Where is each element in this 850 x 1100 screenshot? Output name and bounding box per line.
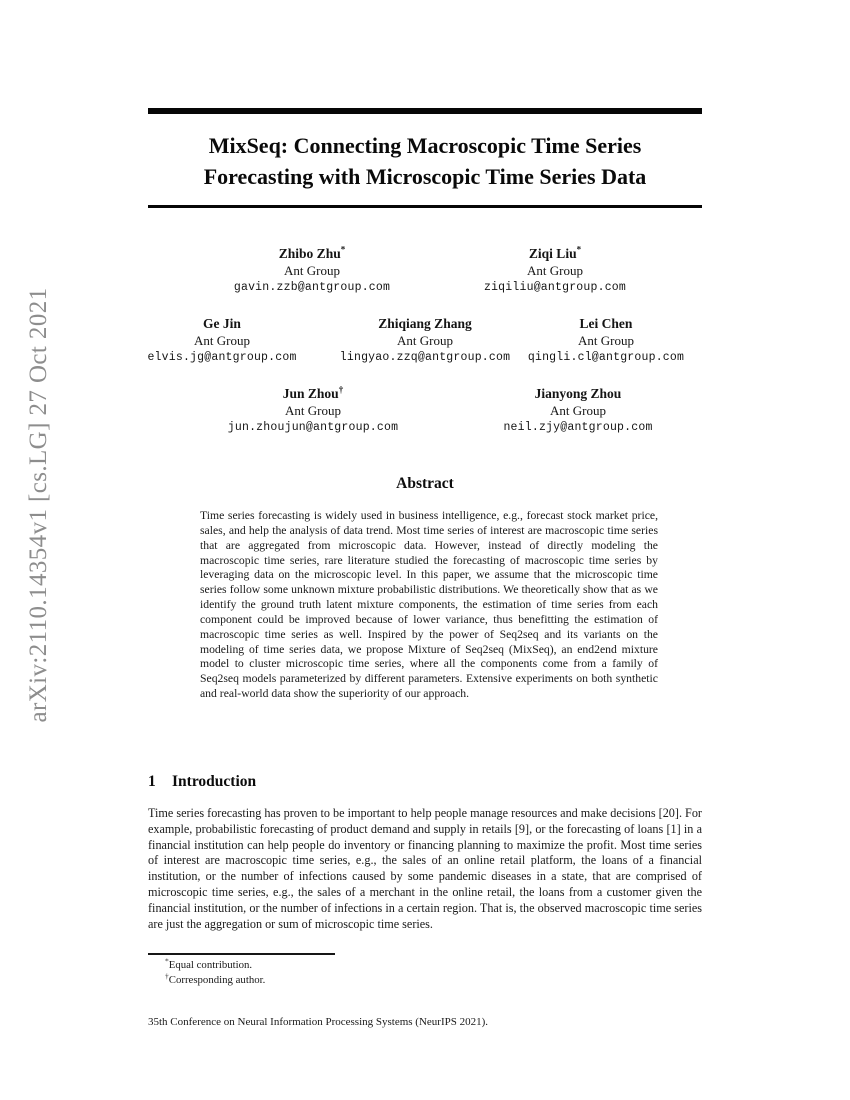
author-name-text: Ge Jin [203,316,241,331]
footnote-equal-contribution [148,958,702,973]
footnote-rule [148,953,335,955]
author-affiliation: Ant Group [578,333,634,348]
author-block-ge-jin [147,315,296,366]
footnote-text: Corresponding author. [168,973,266,986]
author-name [147,315,296,332]
author-affiliation: Ant Group [285,403,341,418]
author-email: lingyao.zzq@antgroup.com [339,351,511,364]
footnote-corresponding-author [148,970,702,988]
title-rule-top [148,108,702,114]
author-name [234,245,390,262]
author-name-text: Zhiqiang Zhang [378,316,472,331]
author-name [340,315,510,332]
author-affiliation: Ant Group [550,403,606,418]
abstract-text: Time series forecasting is widely used in business intelligence, e.g., forecast stock market price, sales, and help the analysis of data trend. Most time series of interest are macroscopic time series that are aggregated from microscopic data. However, instead of directly modeling the macroscopic time series, rare literature studied the forecasting of macroscopic time series by leveraging data on the microscopic level. In this paper, we assume that the microscopic time series follow some unknown mixture probabilistic distributions. We theoretically show that as we identify the ground truth latent mixture components, the estimation of time series from each component could be improved because of lower variance, thus benefitting the estimation of macroscopic time series as well. Inspired by the power of Seq2seq and its variants on the modeling of time series data, we propose Mixture of Seq2seq (MixSeq), an end2end mixture model to cluster microscopic time series, where all the components come from a family of Seq2seq models parameterized by different parameters. Extensive experiments on both synthetic and real-world data show the superiority of our approach. [200,509,658,701]
author-affiliation: Ant Group [194,333,250,348]
author-block-ziqi-liu [484,245,626,296]
author-name [228,385,398,402]
author-block-jianyong-zhou [503,385,652,436]
author-affiliation: Ant Group [397,333,453,348]
author-block-lei-chen [528,315,684,366]
author-name-text: Jianyong Zhou [534,386,622,401]
footnotes [148,958,702,987]
conference-footer: 35th Conference on Neural Information Processing Systems (NeurIPS 2021). [148,1016,489,1028]
author-email: gavin.zzb@antgroup.com [233,281,391,294]
author-block-jun-zhou [228,385,398,436]
author-name [484,245,626,262]
author-email: ziqiliu@antgroup.com [483,281,627,294]
paper-title [148,130,702,192]
author-name [503,385,652,402]
author-mark: * [340,244,346,255]
author-name-text: Zhibo Zhu [278,246,341,261]
author-name-text: Jun Zhou [282,386,339,401]
footnote-mark: † [165,970,169,980]
section-heading-introduction [148,773,256,791]
author-name-text: Ziqi Liu [528,246,577,261]
author-email: qingli.cl@antgroup.com [527,351,685,364]
title-line-2: Forecasting with Microscopic Time Series Data [203,164,647,189]
author-email: elvis.jg@antgroup.com [147,351,297,364]
author-block-zhibo-zhu [234,245,390,296]
section-number: 1 [148,773,156,790]
footnote-mark: * [165,956,169,966]
author-affiliation: Ant Group [284,263,340,278]
author-block-zhiqiang-zhang [340,315,510,366]
author-mark: † [338,384,344,395]
introduction-text: Time series forecasting has proven to be important to help people manage resources and make decisions [20]. For example, probabilistic forecasting of product demand and supply in retails [9], or the forecasting of loans [1] in a financial institution can help people do inventory or financing planning to maximize the profit. Most time series of interest are macroscopic time series, e.g., the sales of an online retail platform, the loans of a financial institution, or the number of infections caused by some pandemic diseases in a state, that are comprised of microscopic time series, e.g., the sales of a merchant in the online retail, the loans from a customer given the financial institution, or the number of infections in a certain region. That is, the observed macroscopic time series are just the aggregation or sum of microscopic time series. [148,806,702,931]
title-line-1: MixSeq: Connecting Macroscopic Time Series [208,133,642,158]
author-name-text: Lei Chen [579,316,633,331]
author-name [528,315,684,332]
abstract-heading: Abstract [396,475,454,492]
arxiv-watermark: arXiv:2110.14354v1 [cs.LG] 27 Oct 2021 [25,287,52,723]
author-affiliation: Ant Group [527,263,583,278]
section-title: Introduction [172,773,257,790]
author-email: neil.zjy@antgroup.com [503,421,653,434]
title-rule-bottom [148,205,702,208]
author-email: jun.zhoujun@antgroup.com [227,421,399,434]
footnote-text: Equal contribution. [168,959,253,971]
author-mark: * [576,244,582,255]
